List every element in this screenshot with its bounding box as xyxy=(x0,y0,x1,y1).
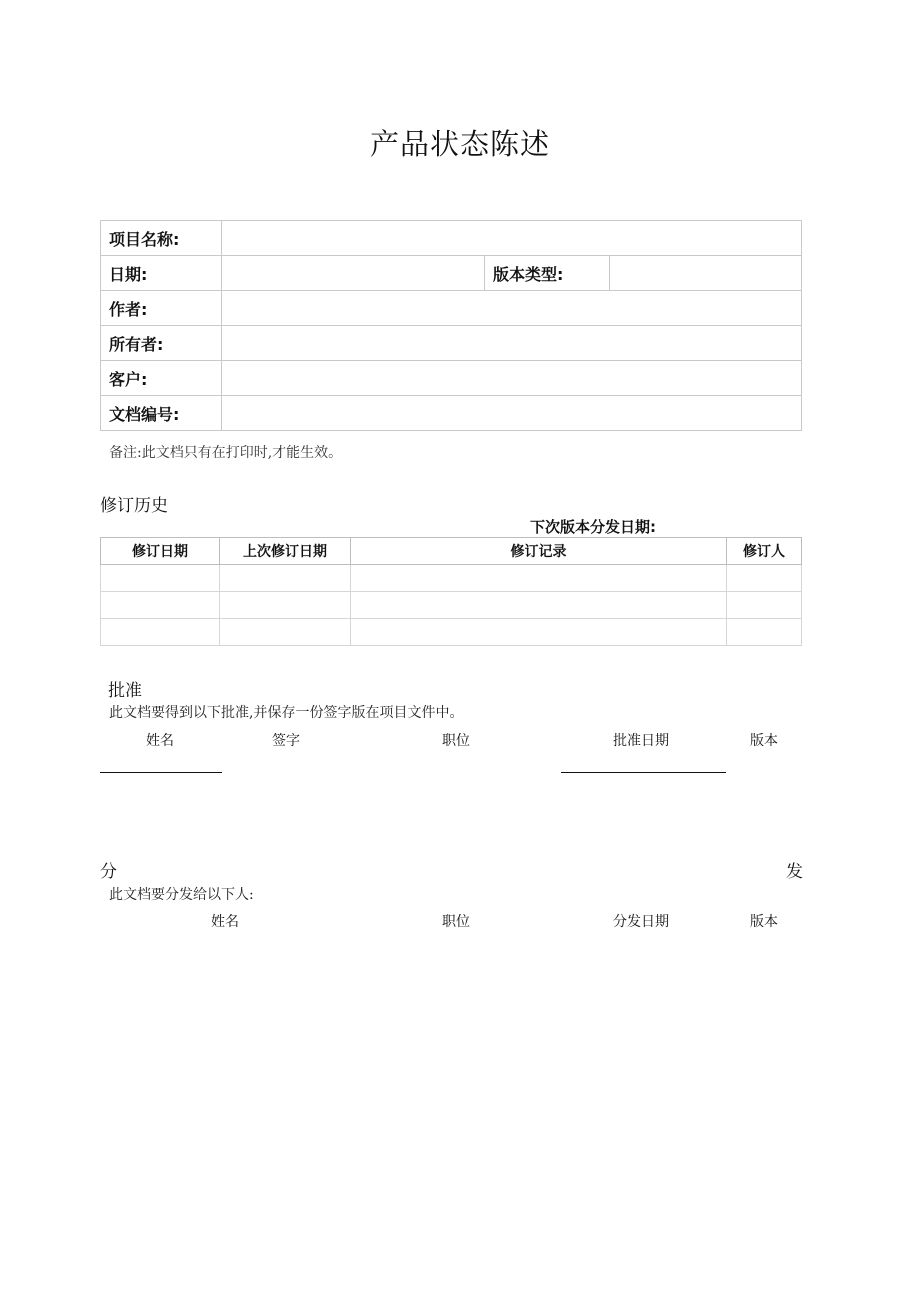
doc-number-value[interactable] xyxy=(222,396,802,431)
distribution-heading-right: 发 xyxy=(786,862,803,882)
table-cell[interactable] xyxy=(101,592,220,619)
distribution-column-name: 姓名 xyxy=(211,914,239,930)
distribution-column-position: 职位 xyxy=(442,914,470,930)
table-cell[interactable] xyxy=(727,592,802,619)
print-note: 备注:此文档只有在打印时,才能生效。 xyxy=(109,445,343,461)
column-header-revision-record: 修订记录 xyxy=(351,538,727,565)
project-name-label: 项目名称: xyxy=(101,221,222,256)
author-value[interactable] xyxy=(222,291,802,326)
approval-column-version: 版本 xyxy=(750,733,778,749)
project-name-value[interactable] xyxy=(222,221,802,256)
approval-column-signature: 签字 xyxy=(272,733,300,749)
table-row xyxy=(101,592,802,619)
table-row xyxy=(101,221,802,256)
revision-history-heading: 修订历史 xyxy=(100,496,168,516)
date-label: 日期: xyxy=(101,256,222,291)
date-value[interactable] xyxy=(222,256,485,291)
distribution-heading-left: 分 xyxy=(100,862,117,882)
table-cell[interactable] xyxy=(727,619,802,646)
table-row xyxy=(101,326,802,361)
revision-table xyxy=(100,537,802,646)
distribution-column-version: 版本 xyxy=(750,914,778,930)
table-cell[interactable] xyxy=(351,565,727,592)
column-header-revision-date: 修订日期 xyxy=(101,538,220,565)
distribution-description: 此文档要分发给以下人: xyxy=(109,887,254,903)
distribution-column-date: 分发日期 xyxy=(613,914,669,930)
approval-description: 此文档要得到以下批准,并保存一份签字版在项目文件中。 xyxy=(109,705,464,721)
table-cell[interactable] xyxy=(220,565,351,592)
name-underline xyxy=(100,772,222,773)
table-cell[interactable] xyxy=(727,565,802,592)
owner-label: 所有者: xyxy=(101,326,222,361)
table-row xyxy=(101,291,802,326)
table-cell[interactable] xyxy=(101,565,220,592)
column-header-previous-revision-date: 上次修订日期 xyxy=(220,538,351,565)
table-cell[interactable] xyxy=(101,619,220,646)
approval-column-position: 职位 xyxy=(442,733,470,749)
doc-number-label: 文档编号: xyxy=(101,396,222,431)
date-underline xyxy=(561,772,726,773)
version-type-value[interactable] xyxy=(610,256,802,291)
table-cell[interactable] xyxy=(220,619,351,646)
next-release-date-label: 下次版本分发日期: xyxy=(530,518,656,536)
approval-column-approval-date: 批准日期 xyxy=(613,733,669,749)
document-title: 产品状态陈述 xyxy=(369,127,550,161)
table-cell[interactable] xyxy=(351,592,727,619)
project-info-table xyxy=(100,220,802,431)
table-cell[interactable] xyxy=(220,592,351,619)
client-value[interactable] xyxy=(222,361,802,396)
column-header-reviser: 修订人 xyxy=(727,538,802,565)
table-row xyxy=(101,361,802,396)
approval-column-name: 姓名 xyxy=(146,733,174,749)
table-row xyxy=(101,256,802,291)
table-row xyxy=(101,619,802,646)
version-type-label: 版本类型: xyxy=(485,256,610,291)
owner-value[interactable] xyxy=(222,326,802,361)
client-label: 客户: xyxy=(101,361,222,396)
table-row xyxy=(101,396,802,431)
approval-heading: 批准 xyxy=(108,681,142,701)
table-cell[interactable] xyxy=(351,619,727,646)
table-row xyxy=(101,565,802,592)
table-header-row xyxy=(101,538,802,565)
author-label: 作者: xyxy=(101,291,222,326)
